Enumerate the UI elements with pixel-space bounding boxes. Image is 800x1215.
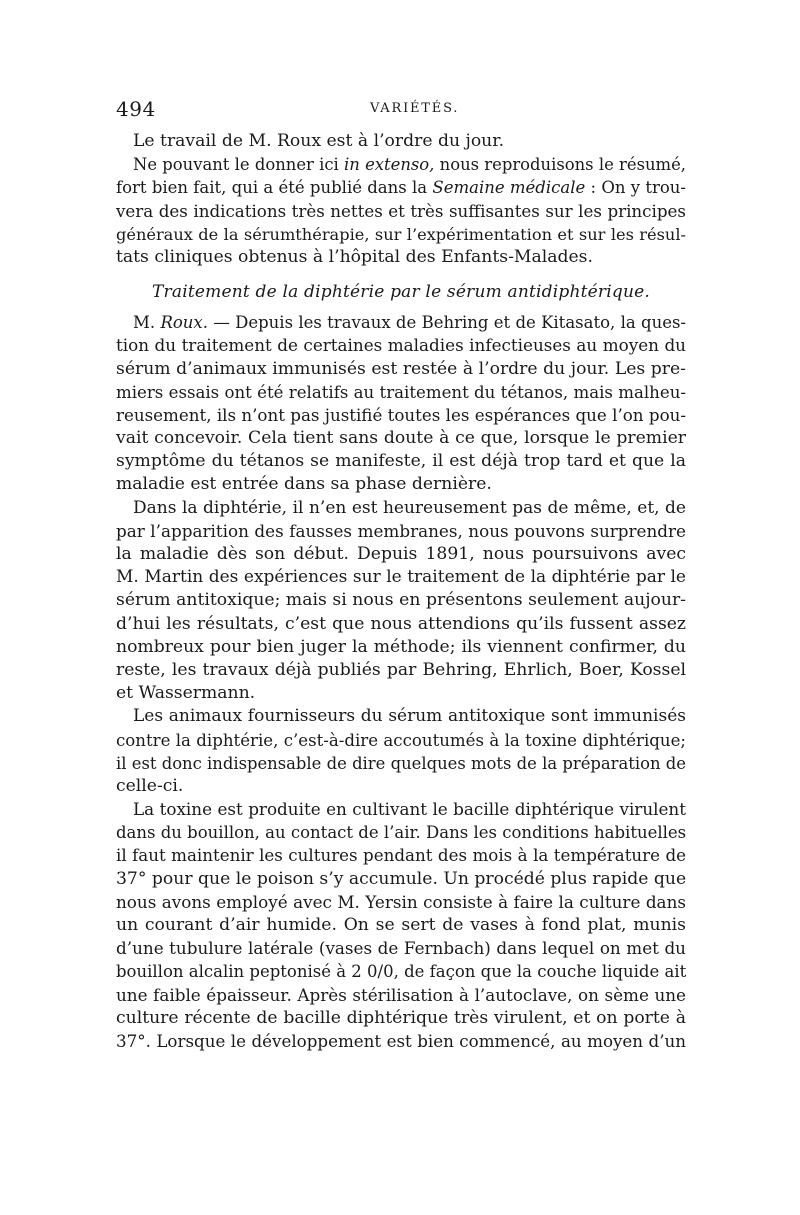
italic-run: Roux. xyxy=(160,313,208,333)
text-line xyxy=(116,176,686,199)
page-header xyxy=(116,97,686,123)
text-line: d’hui les résultats, c’est que nous attendions qu’ils fussent assez xyxy=(116,613,686,634)
text-run: M. xyxy=(133,313,156,333)
page-number: 494 xyxy=(116,97,156,121)
text-run: nous reproduisons le résumé, xyxy=(439,155,686,175)
text-line: il faut maintenir les cultures pendant des mois à la température de xyxy=(116,845,686,866)
text-line: la maladie dès son début. Depuis 1891, nous poursuivons avec xyxy=(116,544,686,564)
text-line: Le travail de M. Roux est à l’ordre du jour. xyxy=(133,131,505,151)
text-line: un courant d’air humide. On se sert de vases à fond plat, munis xyxy=(116,915,686,935)
text-line: d’une tubulure latérale (vases de Fernbach) dans lequel on met du xyxy=(116,938,686,959)
text-line: il est donc indispensable de dire quelques mots de la préparation de xyxy=(116,753,686,773)
text-line: 37°. Lorsque le développement est bien commencé, au moyen d’un xyxy=(116,1030,686,1051)
italic-run: in extenso, xyxy=(344,155,435,175)
text-line: une faible épaisseur. Après stérilisation à l’autoclave, on sème une xyxy=(116,984,686,1005)
text-line: sérum antitoxique; mais si nous en présentons seulement aujour- xyxy=(116,590,686,611)
text-line: symptôme du tétanos se manifeste, il est déjà trop tard et que la xyxy=(116,451,686,472)
italic-run: Semaine médicale xyxy=(432,178,586,198)
text-line: maladie est entrée dans sa phase dernière. xyxy=(116,474,492,495)
text-line: nous avons employé avec M. Yersin consiste à faire la culture dans xyxy=(116,891,686,912)
text-run: Ne pouvant le donner ici xyxy=(133,155,339,175)
text-line: bouillon alcalin peptonisé à 2 0/0, de façon que la couche liquide ait xyxy=(116,962,687,982)
text-run: : On y trou- xyxy=(590,178,686,198)
text-line: nombreux pour bien juger la méthode; ils viennent confirmer, du xyxy=(116,636,686,657)
text-line: contre la diphtérie, c’est-à-dire accoutumés à la toxine diphtérique; xyxy=(116,730,686,750)
section-subtitle: Traitement de la diphtérie par le sérum antidiphtérique. xyxy=(152,282,650,303)
text-line: tion du traitement de certaines maladies infectieuses au moyen du xyxy=(116,335,686,356)
text-line: dans du bouillon, au contact de l’air. Dans les conditions habituelles xyxy=(116,823,687,843)
page-body xyxy=(116,130,686,1053)
text-line: M. Martin des expériences sur le traitement de la diphtérie par le xyxy=(116,567,686,588)
text-run: — Depuis les travaux de Behring et de Kitasato, la ques- xyxy=(213,313,686,333)
text-line: généraux de la sérumthérapie, sur l’expérimentation et sur les résul- xyxy=(116,224,686,244)
text-line xyxy=(116,311,686,334)
running-head: VARIÉTÉS. xyxy=(370,101,460,116)
text-line: miers essais ont été relatifs au traitement du tétanos, mais malheu- xyxy=(116,382,686,402)
text-line: par l’apparition des fausses membranes, nous pouvons surprendre xyxy=(116,520,686,541)
text-line: sérum d’animaux immunisés est restée à l’ordre du jour. Les pre- xyxy=(116,358,686,379)
text-line: Les animaux fournisseurs du sérum antitoxique sont immunisés xyxy=(133,706,686,727)
text-line: Dans la diphtérie, il n’en est heureusement pas de même, et, de xyxy=(133,497,686,518)
text-line: 37° pour que le poison s’y accumule. Un procédé plus rapide que xyxy=(116,868,687,889)
text-line: celle-ci. xyxy=(116,775,184,796)
text-line: culture récente de bacille diphtérique très virulent, et on porte à xyxy=(116,1007,686,1028)
text-run: fort bien fait, qui a été publié dans la xyxy=(116,178,428,198)
text-line: tats cliniques obtenus à l’hôpital des Enfants-Malades. xyxy=(116,246,593,267)
text-line: reusement, ils n’ont pas justifié toutes les espérances que l’on pou- xyxy=(116,404,686,425)
text-line xyxy=(116,153,686,176)
text-line: La toxine est produite en cultivant le bacille diphtérique virulent xyxy=(133,799,686,820)
text-line: et Wassermann. xyxy=(116,683,256,704)
text-line: vait concevoir. Cela tient sans doute à ce que, lorsque le premier xyxy=(116,428,686,449)
text-line: vera des indications très nettes et très suffisantes sur les principes xyxy=(116,200,686,221)
text-line: reste, les travaux déjà publiés par Behring, Ehrlich, Boer, Kossel xyxy=(116,659,686,680)
